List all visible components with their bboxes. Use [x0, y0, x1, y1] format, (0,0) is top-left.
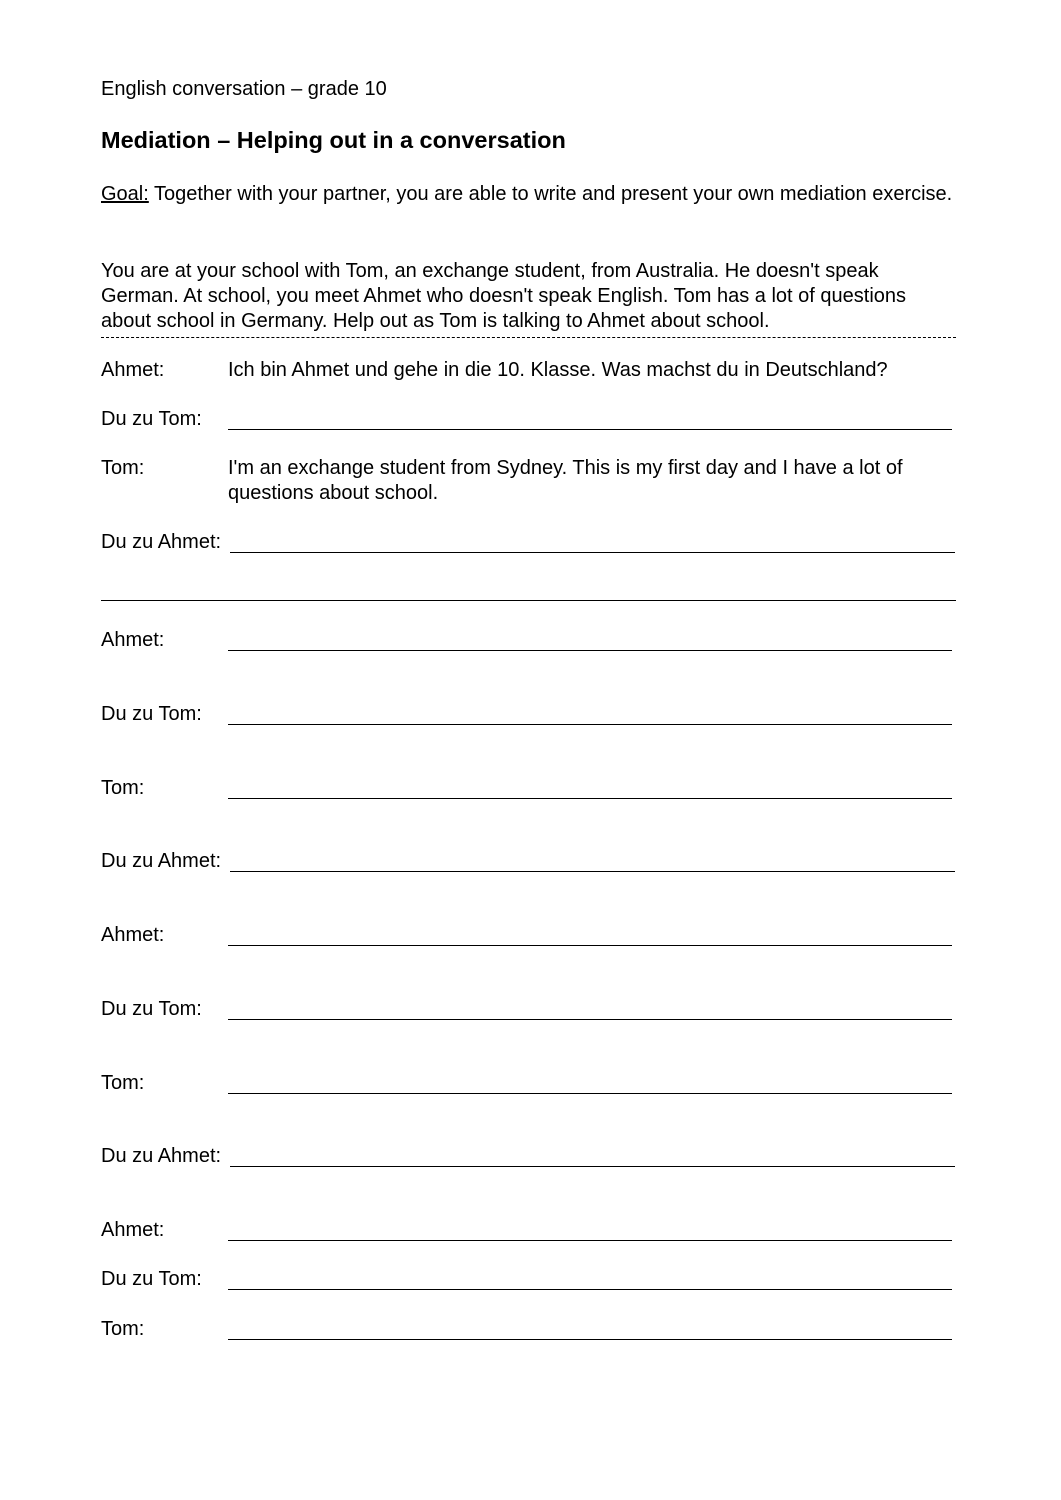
- course-header: English conversation – grade 10: [101, 78, 387, 100]
- speaker-label: Du zu Tom:: [101, 408, 202, 430]
- dialogue-text: I'm an exchange student from Sydney. This is my first day and I have a lot of questions about school.: [228, 457, 903, 504]
- answer-line[interactable]: [228, 429, 952, 430]
- speaker-label: Ahmet:: [101, 359, 165, 381]
- answer-line[interactable]: [228, 1240, 952, 1241]
- speaker-label: Du zu Tom:: [101, 703, 202, 725]
- answer-line[interactable]: [228, 1339, 952, 1340]
- speaker-label: Tom:: [101, 1072, 145, 1094]
- speaker-label: Du zu Tom:: [101, 1268, 202, 1290]
- speaker-label: Du zu Ahmet:: [101, 850, 222, 872]
- speaker-label: Tom:: [101, 1318, 145, 1340]
- answer-line[interactable]: [228, 724, 952, 725]
- goal-label: Goal:: [101, 183, 149, 205]
- speaker-label: Ahmet:: [101, 629, 165, 651]
- answer-line[interactable]: [228, 798, 952, 799]
- answer-line[interactable]: [228, 945, 952, 946]
- answer-line[interactable]: [230, 1166, 955, 1167]
- answer-line[interactable]: [101, 600, 956, 601]
- answer-line[interactable]: [228, 1289, 952, 1290]
- speaker-label: Tom:: [101, 777, 145, 799]
- speaker-label: Ahmet:: [101, 924, 165, 946]
- answer-line[interactable]: [230, 871, 955, 872]
- answer-line[interactable]: [230, 552, 955, 553]
- answer-line[interactable]: [228, 650, 952, 651]
- worksheet-title: Mediation – Helping out in a conversation: [101, 127, 566, 153]
- section-divider: [101, 337, 956, 338]
- scenario-paragraph: You are at your school with Tom, an exchange student, from Australia. He doesn't speak German. At school, you meet Ahmet who doesn't speak English. Tom has a lot of questions about school in Germany. Help out as Tom is talking to Ahmet about school.: [101, 260, 907, 332]
- answer-line[interactable]: [228, 1093, 952, 1094]
- speaker-label: Du zu Ahmet:: [101, 531, 222, 553]
- speaker-label: Ahmet:: [101, 1219, 165, 1241]
- dialogue-text: Ich bin Ahmet und gehe in die 10. Klasse. Was machst du in Deutschland?: [228, 359, 888, 381]
- goal-text: Together with your partner, you are able to write and present your own mediation exercise.: [148, 183, 953, 205]
- speaker-label: Du zu Tom:: [101, 998, 202, 1020]
- answer-line[interactable]: [228, 1019, 952, 1020]
- goal-paragraph: [101, 182, 961, 207]
- speaker-label: Du zu Ahmet:: [101, 1145, 222, 1167]
- speaker-label: Tom:: [101, 457, 145, 479]
